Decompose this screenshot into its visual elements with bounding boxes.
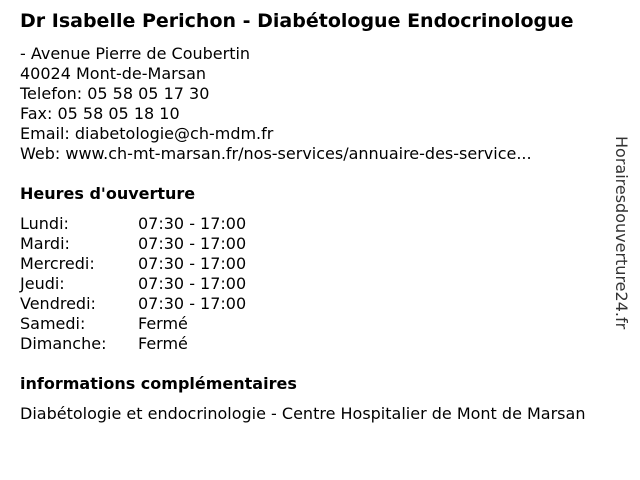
time-value: 07:30 - 17:00 — [138, 234, 247, 253]
time-value: Fermé — [138, 314, 188, 333]
website-url: Web: www.ch-mt-marsan.fr/nos-services/annuaire-des-service... — [20, 144, 532, 163]
address-street: - Avenue Pierre de Coubertin — [20, 44, 251, 63]
phone-number: Telefon: 05 58 05 17 30 — [20, 84, 210, 103]
site-watermark: Horairesdouverture24.fr — [612, 136, 631, 330]
time-value: 07:30 - 17:00 — [138, 294, 247, 313]
time-value: Fermé — [138, 334, 188, 353]
opening-hours-heading: Heures d'ouverture — [20, 184, 196, 203]
hours-row-wednesday — [20, 254, 246, 274]
opening-hours-table — [20, 214, 246, 354]
day-label: Samedi: — [20, 314, 86, 333]
hours-row-tuesday — [20, 234, 246, 254]
email-address: Email: diabetologie@ch-mdm.fr — [20, 124, 274, 143]
day-label: Mardi: — [20, 234, 70, 253]
hours-row-thursday — [20, 274, 246, 294]
day-label: Jeudi: — [20, 274, 65, 293]
time-value: 07:30 - 17:00 — [138, 254, 247, 273]
address-city: 40024 Mont-de-Marsan — [20, 64, 207, 83]
day-label: Vendredi: — [20, 294, 96, 313]
hours-row-friday — [20, 294, 246, 314]
hours-row-monday — [20, 214, 246, 234]
day-label: Dimanche: — [20, 334, 107, 353]
time-value: 07:30 - 17:00 — [138, 214, 247, 233]
day-label: Mercredi: — [20, 254, 95, 273]
day-label: Lundi: — [20, 214, 69, 233]
time-value: 07:30 - 17:00 — [138, 274, 247, 293]
contact-block — [20, 44, 532, 164]
additional-info-text: Diabétologie et endocrinologie - Centre Hospitalier de Mont de Marsan — [20, 404, 586, 423]
hours-row-saturday — [20, 314, 246, 334]
page-title: Dr Isabelle Perichon - Diabétologue Endocrinologue — [20, 10, 574, 32]
hours-row-sunday — [20, 334, 246, 354]
fax-number: Fax: 05 58 05 18 10 — [20, 104, 180, 123]
additional-info-heading: informations complémentaires — [20, 374, 297, 393]
